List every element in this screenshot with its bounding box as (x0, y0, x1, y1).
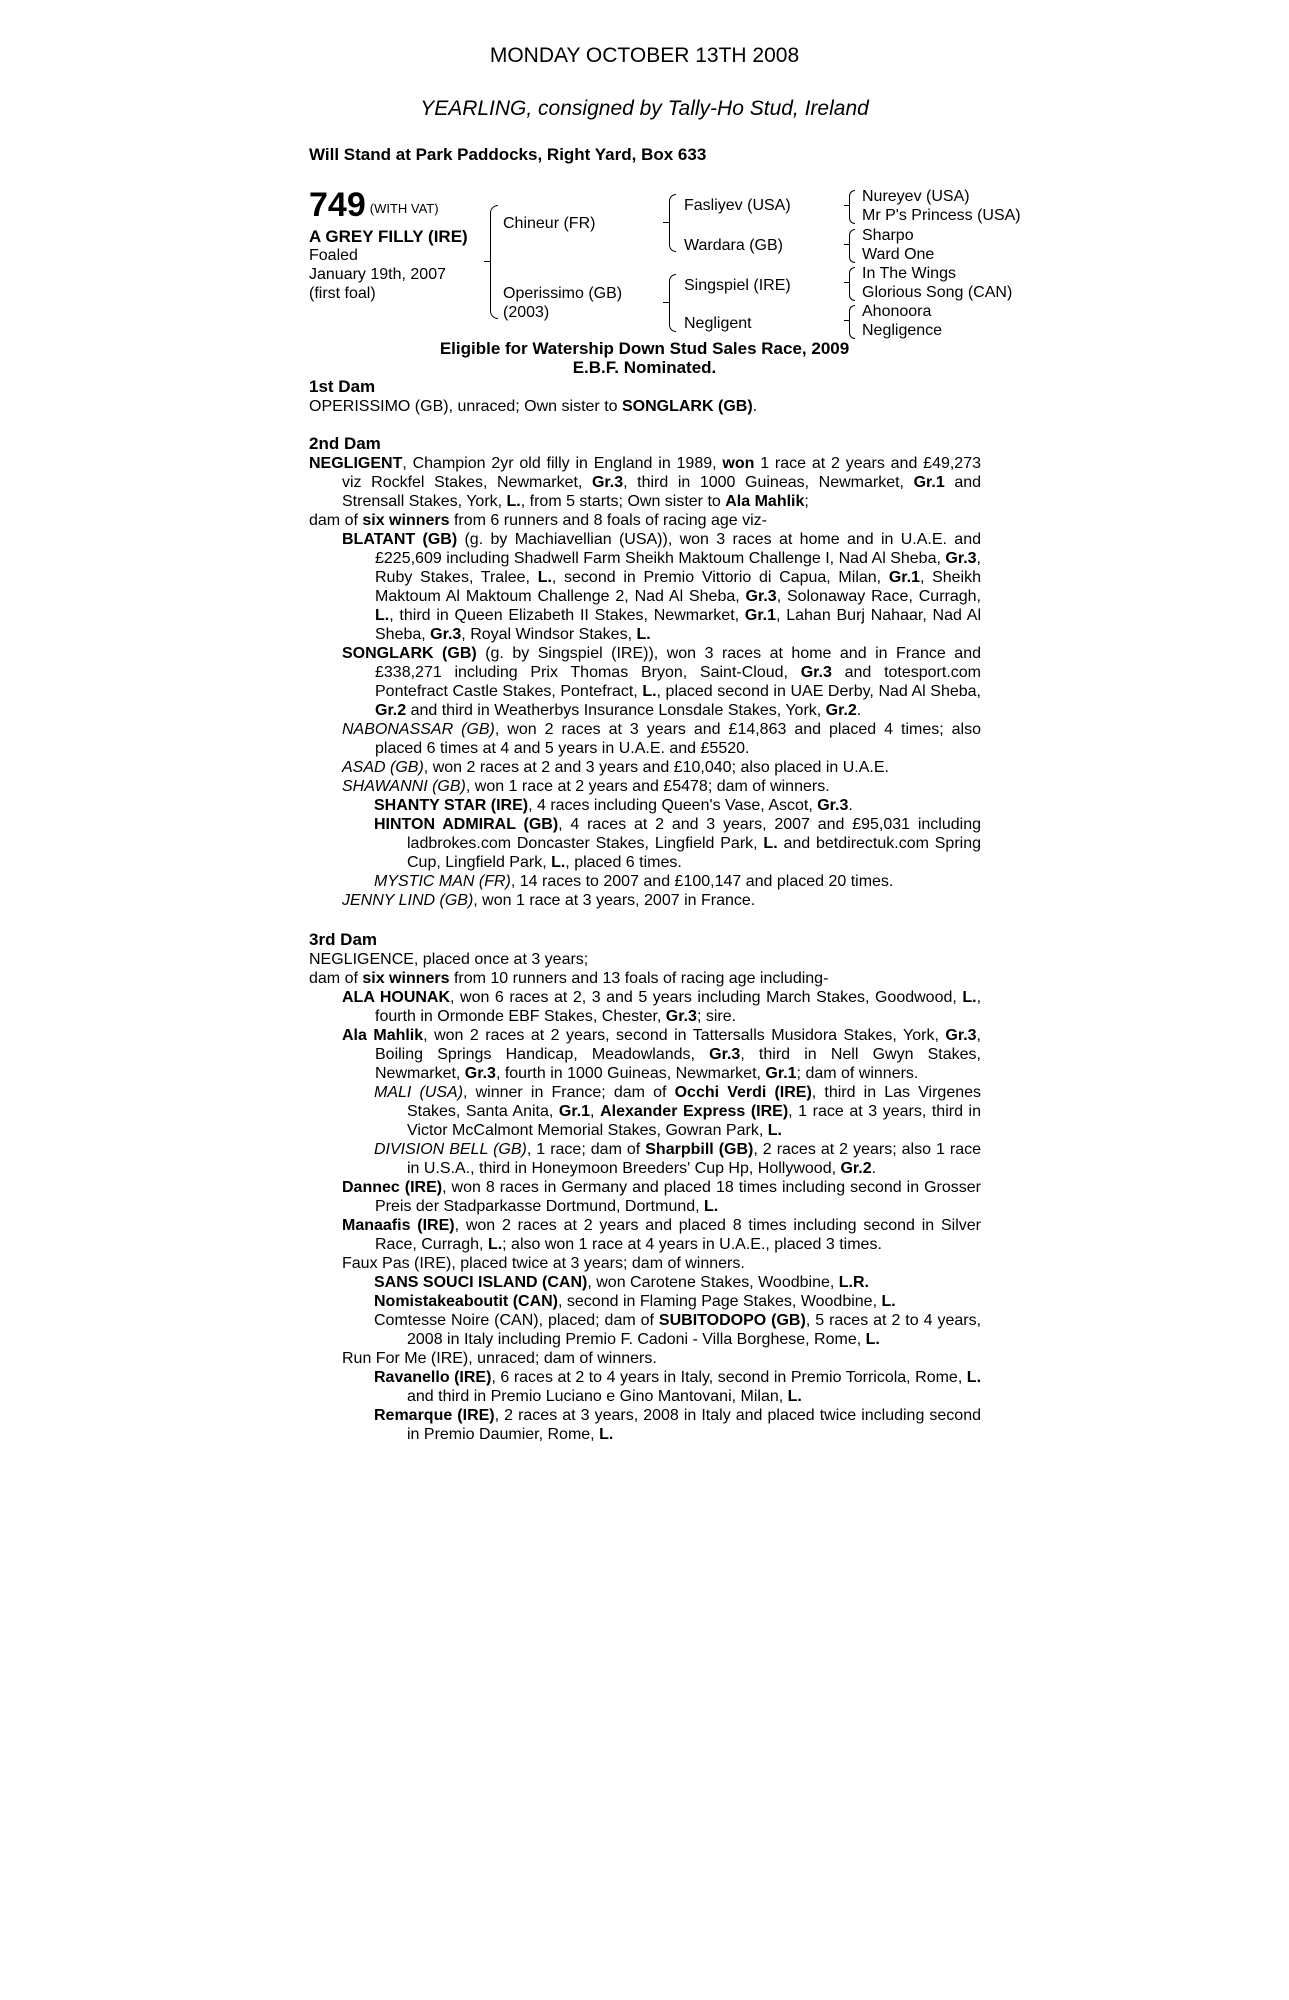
horse-name: Remarque (IRE) (374, 1407, 495, 1424)
pedigree-brace-g2-tick (844, 244, 850, 245)
horse-name: SONGLARK (GB) (621, 398, 753, 415)
horse-name: BLATANT (GB) (342, 531, 458, 548)
lot-title: A GREY FILLY (IRE) (309, 227, 468, 246)
sale-date: MONDAY OCTOBER 13TH 2008 (489, 44, 800, 67)
horse-name: SANS SOUCI ISLAND (CAN) (374, 1274, 588, 1291)
pedigree-brace-g3 (849, 267, 855, 301)
pedigree-g7: Ahonoora (862, 303, 932, 320)
lot-number (309, 188, 439, 226)
vat-note: (WITH VAT) (369, 201, 439, 216)
pedigree-g6: Glorious Song (CAN) (862, 284, 1013, 301)
pedigree-g2: Mr P's Princess (USA) (862, 207, 1021, 224)
pedigree-g8: Negligence (862, 322, 943, 339)
first-dam-heading: 1st Dam (309, 377, 376, 396)
faux-pas-entry: Faux Pas (IRE), placed twice at 3 years; dam of winners. (342, 1255, 745, 1272)
remarque-entry: Remarque (IRE), 2 races at 3 years, 2008 in Italy and placed twice including second in Premio Daumier, Rome, L. (374, 1407, 981, 1443)
pedigree-g5: In The Wings (862, 265, 956, 282)
pedigree-brace-sire (669, 194, 676, 252)
consignment-line: YEARLING, consigned by Tally-Ho Stud, Ireland (420, 97, 869, 120)
second-dam-summary: dam of six winners from 6 runners and 8 foals of racing age viz- (309, 512, 768, 529)
pedigree-g3: Sharpo (862, 227, 914, 244)
mali-entry: MALI (USA), winner in France; dam of Occhi Verdi (IRE), third in Las Virgenes Stakes, Santa Anita, Gr.1, Alexander Express (IRE), 1 race at 3 years, third in Victor McCalmont Memorial Stakes, Gowran Park, L. (374, 1084, 982, 1139)
shawanni-entry: SHAWANNI (GB), won 1 race at 2 years and £5478; dam of winners. (342, 778, 830, 795)
blatant-entry: BLATANT (GB) (g. by Machiavellian (USA)), won 3 races at home and in U.A.E. and £225,609 including Shadwell Farm Sheikh Maktoum Challenge I, Nad Al Sheba, Gr.3, Ruby Stakes, Tralee, L., second in Premio Vittorio di Capua, Milan, Gr.1, Sheikh Maktoum Al Maktoum Challenge 2, Nad Al Sheba, Gr.3, Solonaway Race, Curragh, L., third in Queen Elizabeth II Stakes, Newmarket, Gr.1, Lahan Burj Nahaar, Nad Al Sheba, Gr.3, Royal Windsor Stakes, L. (342, 531, 982, 643)
horse-name: SHANTY STAR (IRE) (374, 797, 529, 814)
manaafis-entry: Manaafis (IRE), won 2 races at 2 years and placed 8 times including second in Silver Race, Curragh, L.; also won 1 race at 4 years in U.A.E., placed 3 times. (342, 1217, 981, 1253)
horse-name: SONGLARK (GB) (342, 645, 477, 662)
pedigree-brace-g1 (849, 190, 855, 224)
horse-name: DIVISION BELL (GB) (374, 1141, 527, 1158)
horse-name: Manaafis (IRE) (342, 1217, 455, 1234)
horse-name: SHAWANNI (GB) (342, 778, 466, 795)
lot-number-value: 749 (309, 186, 366, 224)
pedigree-brace-main (490, 205, 498, 319)
horse-name: HINTON ADMIRAL (GB) (374, 816, 559, 833)
jenny-lind-entry: JENNY LIND (GB), won 1 race at 3 years, 2007 in France. (342, 892, 756, 909)
ravanello-entry: Ravanello (IRE), 6 races at 2 to 4 years in Italy, second in Premio Torricola, Rome, L. and third in Premio Luciano e Gino Mantovani, Milan, L. (374, 1369, 982, 1405)
pedigree-sire-dam: Wardara (GB) (684, 237, 783, 254)
foaling-info: Foaled January 19th, 2007 (first foal) (309, 247, 446, 302)
pedigree-dam: Operissimo (GB) (503, 285, 623, 302)
pedigree-dam-sire: Singspiel (IRE) (684, 277, 791, 294)
pedigree-brace-g2 (849, 229, 855, 263)
first-dam-section (309, 397, 981, 416)
horse-name: MYSTIC MAN (FR) (374, 873, 511, 890)
horse-name: NEGLIGENT (309, 455, 403, 472)
division-bell-entry: DIVISION BELL (GB), 1 race; dam of Sharpbill (GB), 2 races at 2 years; also 1 race in U.S.A., third in Honeymoon Breeders' Cup Hp, Hollywood, Gr.2. (374, 1141, 982, 1177)
ala-mahlik-entry: Ala Mahlik, won 2 races at 2 years, second in Tattersalls Musidora Stakes, York, Gr.3, Boiling Springs Handicap, Meadowlands, Gr.3, third in Nell Gwyn Stakes, Newmarket, Gr.3, fourth in 1000 Guineas, Newmarket, Gr.1; dam of winners. (342, 1027, 981, 1082)
horse-name: SUBITODOPO (GB) (658, 1312, 806, 1329)
horse-name: ALA HOUNAK (342, 989, 451, 1006)
horse-name: ASAD (GB) (342, 759, 424, 776)
horse-name: NABONASSAR (GB) (342, 721, 495, 738)
pedigree-brace-main-tick (484, 261, 490, 262)
ebf-line: E.B.F. Nominated. (572, 358, 717, 377)
pedigree-sire: Chineur (FR) (503, 215, 596, 232)
dannec-entry: Dannec (IRE), won 8 races in Germany and placed 18 times including second in Grosser Preis der Stadparkasse Dortmund, Dortmund, L. (342, 1179, 982, 1215)
pedigree-brace-sire-tick (663, 222, 669, 223)
stand-location: Will Stand at Park Paddocks, Right Yard, Box 633 (309, 145, 707, 164)
third-dam-heading: 3rd Dam (309, 930, 378, 949)
second-dam-heading: 2nd Dam (309, 434, 381, 453)
pedigree-brace-g1-tick (844, 205, 850, 206)
mystic-man-entry: MYSTIC MAN (FR), 14 races to 2007 and £100,147 and placed 20 times. (374, 873, 894, 890)
second-dam-section (309, 454, 981, 910)
sans-souci-island-entry: SANS SOUCI ISLAND (CAN), won Carotene Stakes, Woodbine, L.R. (374, 1274, 869, 1291)
comtesse-noire-entry: Comtesse Noire (CAN), placed; dam of SUBITODOPO (GB), 5 races at 2 to 4 years, 2008 in Italy including Premio F. Cadoni - Villa Borghese, Rome, L. (374, 1312, 982, 1348)
nabonassar-entry: NABONASSAR (GB), won 2 races at 3 years and £14,863 and placed 4 times; also placed 6 times at 4 and 5 years in U.A.E. and £5520. (342, 721, 981, 757)
nomistakeaboutit-entry: Nomistakeaboutit (CAN), second in Flaming Page Stakes, Woodbine, L. (374, 1293, 896, 1310)
pedigree-dam-year: (2003) (503, 304, 550, 321)
eligibility-line: Eligible for Watership Down Stud Sales Race, 2009 (439, 339, 850, 358)
third-dam-summary: dam of six winners from 10 runners and 13 foals of racing age including- (309, 970, 829, 987)
run-for-me-entry: Run For Me (IRE), unraced; dam of winners. (342, 1350, 657, 1367)
pedigree-brace-dam-tick (663, 302, 669, 303)
horse-name: Dannec (IRE) (342, 1179, 443, 1196)
third-dam-section (309, 950, 981, 1444)
pedigree-g4: Ward One (862, 246, 935, 263)
shanty-star-entry: SHANTY STAR (IRE), 4 races including Queen's Vase, Ascot, Gr.3. (374, 797, 853, 814)
pedigree-dam-dam: Negligent (684, 315, 752, 332)
horse-name: Ravanello (IRE) (374, 1369, 492, 1386)
horse-name: MALI (USA) (374, 1084, 464, 1101)
negligent-entry: NEGLIGENT, Champion 2yr old filly in England in 1989, won 1 race at 2 years and £49,273 viz Rockfel Stakes, Newmarket, Gr.3, third in 1000 Guineas, Newmarket, Gr.1 and Strensall Stakes, York, L., from 5 starts; Own sister to Ala Mahlik; (309, 455, 982, 510)
hinton-admiral-entry: HINTON ADMIRAL (GB), 4 races at 2 and 3 years, 2007 and £95,031 including ladbrokes.com Doncaster Stakes, Lingfield Park, L. and betdirectuk.com Spring Cup, Lingfield Park, L., placed 6 times. (374, 816, 982, 871)
first-dam-entry: OPERISSIMO (GB), unraced; Own sister to SONGLARK (GB). (309, 398, 758, 415)
pedigree-sire-sire: Fasliyev (USA) (684, 197, 791, 214)
pedigree-g1: Nureyev (USA) (862, 188, 970, 205)
pedigree-brace-g3-tick (844, 282, 850, 283)
horse-name: JENNY LIND (GB) (342, 892, 474, 909)
pedigree-brace-g4-tick (844, 320, 850, 321)
horse-name: Ala Mahlik (342, 1027, 424, 1044)
negligence-entry: NEGLIGENCE, placed once at 3 years; (309, 951, 589, 968)
songlark-entry: SONGLARK (GB) (g. by Singspiel (IRE)), won 3 races at home and in France and £338,271 including Prix Thomas Bryon, Saint-Cloud, Gr.3 and totesport.com Pontefract Castle Stakes, Pontefract, L., placed second in UAE Derby, Nad Al Sheba, Gr.2 and third in Weatherbys Insurance Lonsdale Stakes, York, Gr.2. (342, 645, 981, 719)
ala-hounak-entry: ALA HOUNAK, won 6 races at 2, 3 and 5 years including March Stakes, Goodwood, L., fourth in Ormonde EBF Stakes, Chester, Gr.3; sire. (342, 989, 982, 1025)
horse-name: Nomistakeaboutit (CAN) (374, 1293, 559, 1310)
pedigree-brace-g4 (849, 305, 855, 339)
asad-entry: ASAD (GB), won 2 races at 2 and 3 years and £10,040; also placed in U.A.E. (342, 759, 889, 776)
pedigree-brace-dam (669, 274, 676, 332)
